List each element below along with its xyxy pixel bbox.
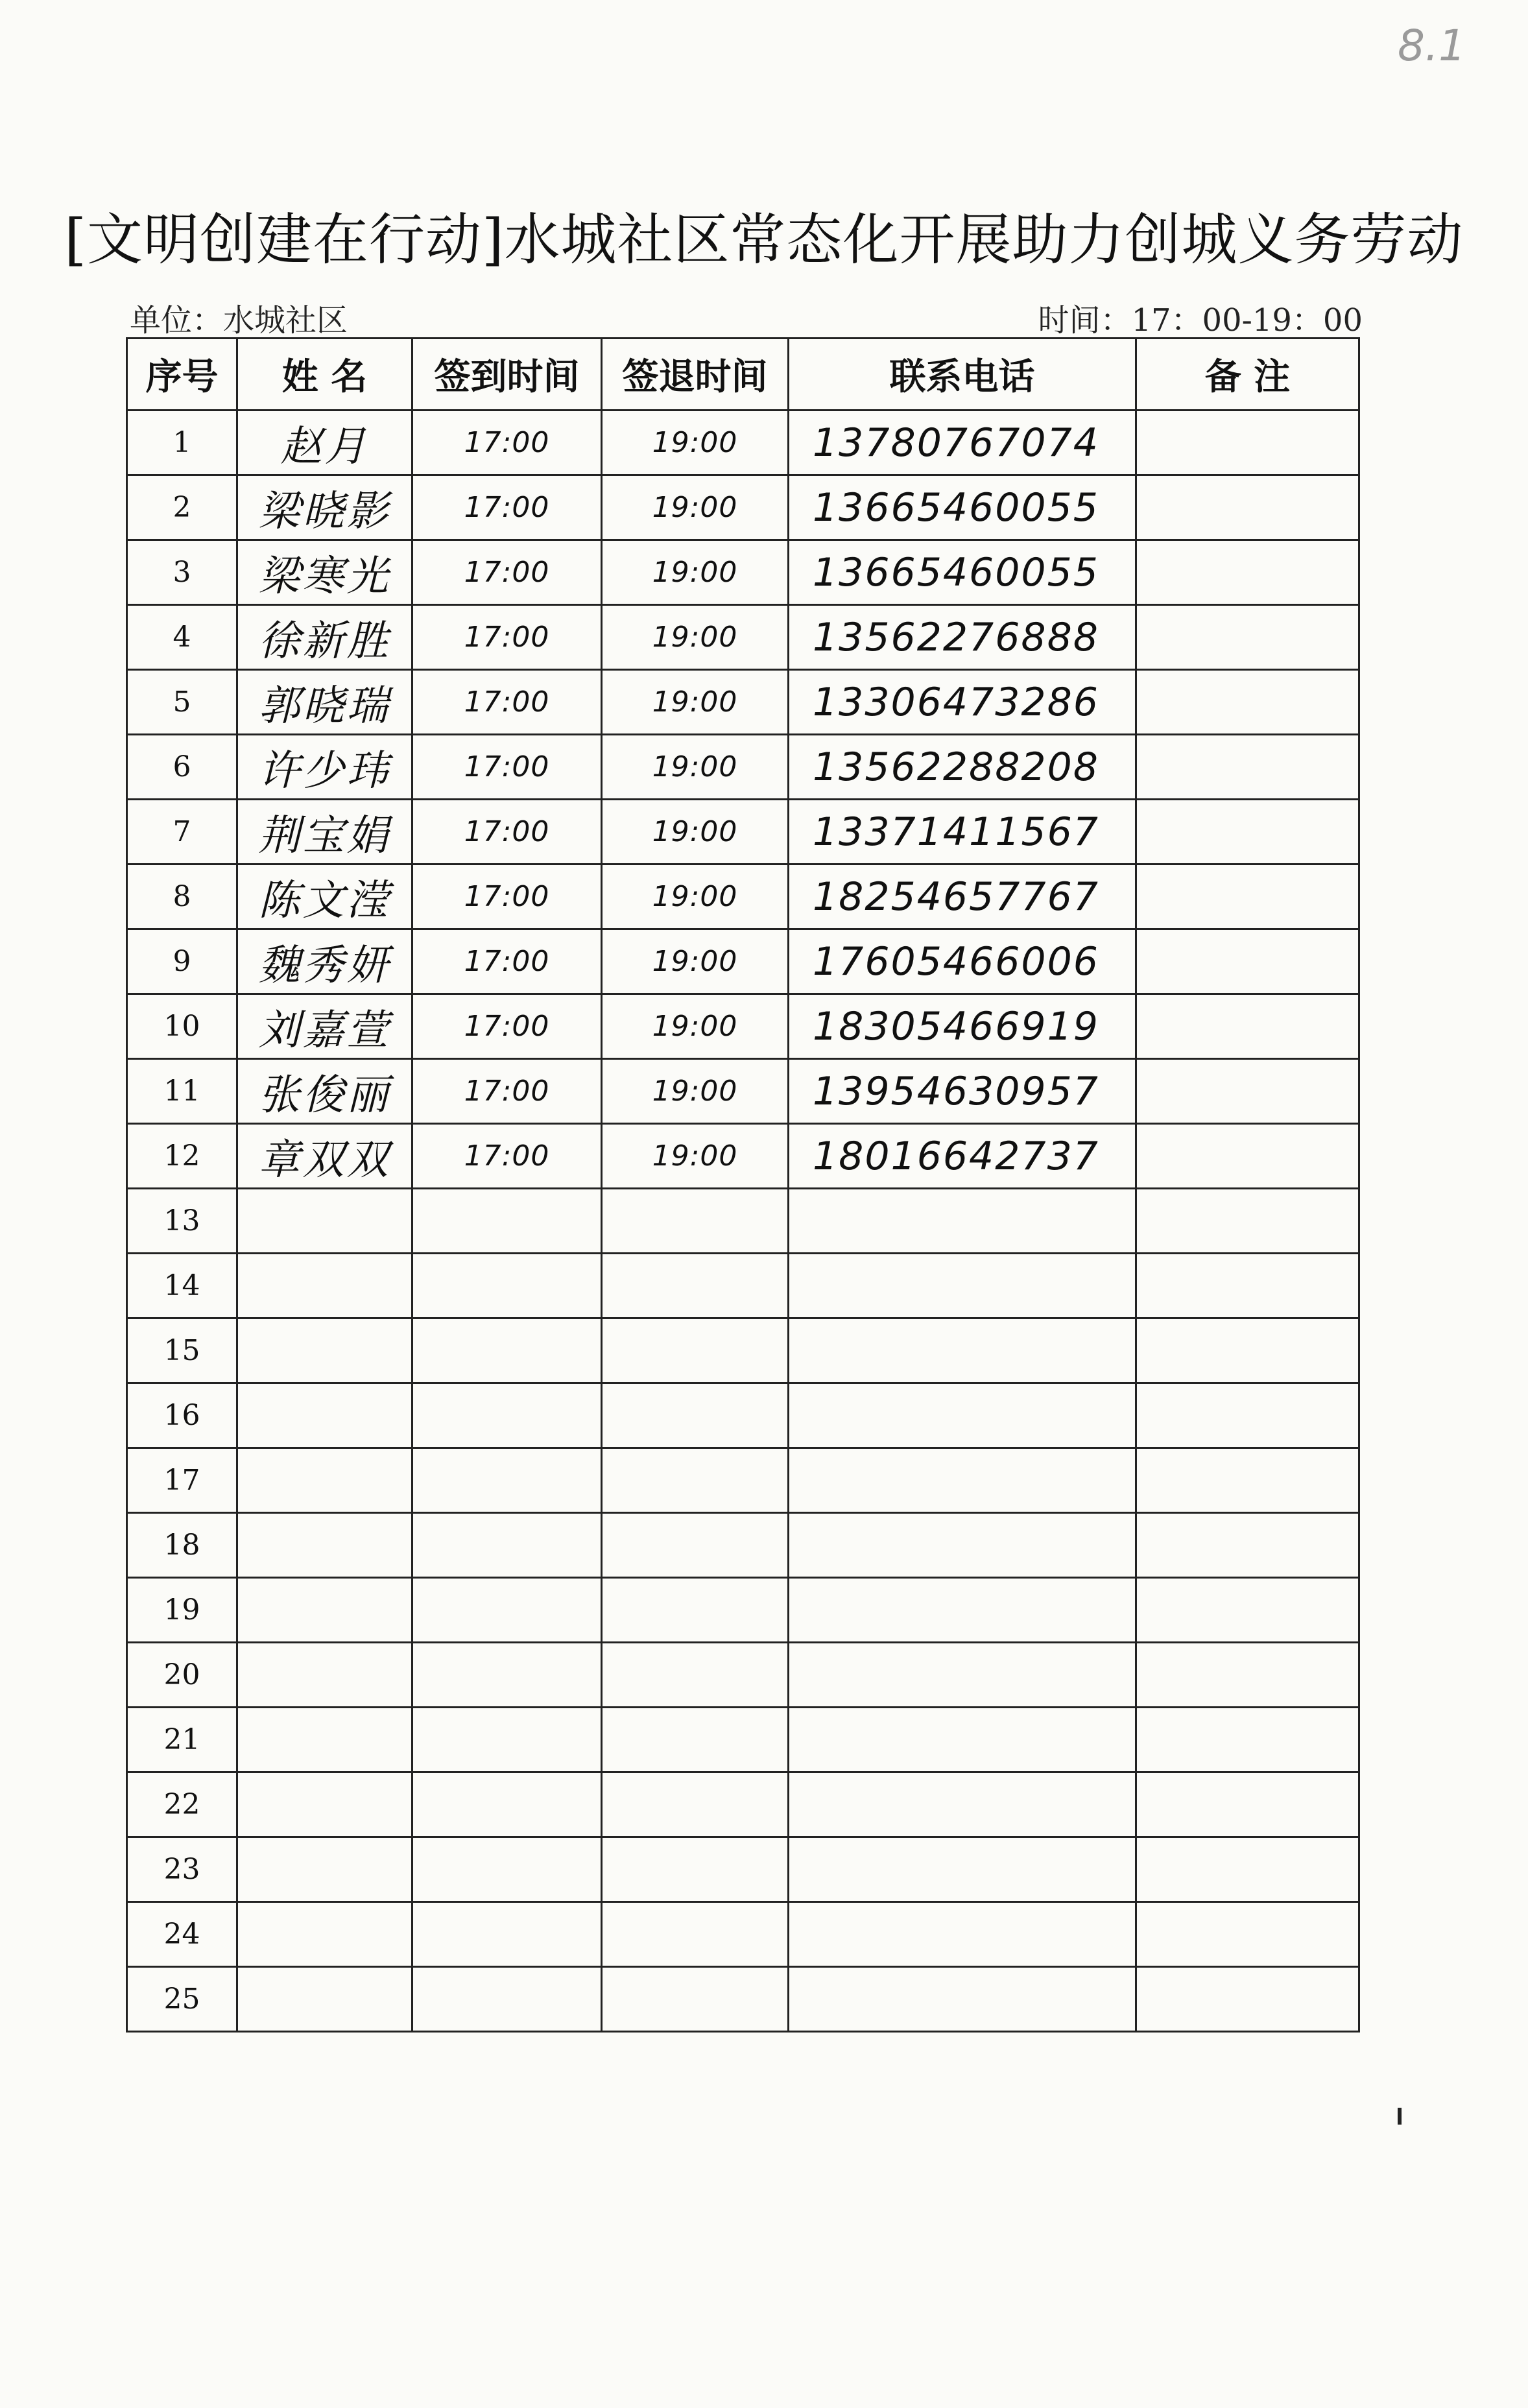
phone-number: 13562276888 (789, 605, 1136, 670)
note-cell (1136, 929, 1359, 994)
phone-number (789, 1513, 1136, 1578)
sign-out-time (602, 1967, 789, 2032)
volunteer-name: 章双双 (237, 1124, 412, 1189)
row-index: 8 (127, 864, 237, 929)
table-row (127, 1059, 1359, 1124)
note-cell (1136, 670, 1359, 735)
sign-in-time: 17:00 (412, 411, 602, 475)
note-cell (1136, 994, 1359, 1059)
note-cell (1136, 1254, 1359, 1318)
volunteer-name: 陈文滢 (237, 864, 412, 929)
sign-in-time (412, 1708, 602, 1772)
table-row (127, 1902, 1359, 1967)
table-row (127, 1643, 1359, 1708)
sign-in-time (412, 1513, 602, 1578)
row-index: 1 (127, 411, 237, 475)
sign-out-time (602, 1902, 789, 1967)
row-index: 3 (127, 540, 237, 605)
phone-number (789, 1708, 1136, 1772)
note-cell (1136, 1513, 1359, 1578)
sign-in-time (412, 1837, 602, 1902)
row-index: 18 (127, 1513, 237, 1578)
table-row (127, 670, 1359, 735)
sign-in-time: 17:00 (412, 800, 602, 864)
sign-in-time: 17:00 (412, 540, 602, 605)
phone-number: 18016642737 (789, 1124, 1136, 1189)
note-cell (1136, 411, 1359, 475)
note-cell (1136, 1383, 1359, 1448)
table-body (127, 411, 1359, 2032)
phone-number (789, 1189, 1136, 1254)
table-row (127, 800, 1359, 864)
sign-out-time (602, 1189, 789, 1254)
sign-in-time (412, 1318, 602, 1383)
sign-in-time: 17:00 (412, 735, 602, 800)
volunteer-name: 梁晓影 (237, 475, 412, 540)
volunteer-name: 梁寒光 (237, 540, 412, 605)
row-index: 23 (127, 1837, 237, 1902)
sign-in-time (412, 1902, 602, 1967)
row-index: 13 (127, 1189, 237, 1254)
phone-number: 18254657767 (789, 864, 1136, 929)
volunteer-name (237, 1318, 412, 1383)
note-cell (1136, 475, 1359, 540)
table-row (127, 929, 1359, 994)
table-header-row (127, 339, 1359, 411)
volunteer-name: 魏秀妍 (237, 929, 412, 994)
sign-out-time: 19:00 (602, 605, 789, 670)
note-cell (1136, 605, 1359, 670)
sign-in-time (412, 1448, 602, 1513)
table-row (127, 1513, 1359, 1578)
table-row (127, 1124, 1359, 1189)
table-row (127, 1837, 1359, 1902)
volunteer-name: 徐新胜 (237, 605, 412, 670)
volunteer-name (237, 1189, 412, 1254)
table-row (127, 1708, 1359, 1772)
note-cell (1136, 1772, 1359, 1837)
phone-number: 13562288208 (789, 735, 1136, 800)
sign-in-time (412, 1643, 602, 1708)
row-index: 21 (127, 1708, 237, 1772)
sign-in-time: 17:00 (412, 605, 602, 670)
phone-number (789, 1318, 1136, 1383)
row-index: 15 (127, 1318, 237, 1383)
sign-out-time (602, 1837, 789, 1902)
table-row (127, 735, 1359, 800)
row-index: 12 (127, 1124, 237, 1189)
phone-number: 13665460055 (789, 475, 1136, 540)
row-index: 14 (127, 1254, 237, 1318)
sign-out-time: 19:00 (602, 475, 789, 540)
document-title: [文明创建在行动]水城社区常态化开展助力创城义务劳动 (64, 208, 1464, 272)
phone-number: 13954630957 (789, 1059, 1136, 1124)
note-cell (1136, 864, 1359, 929)
phone-number (789, 1383, 1136, 1448)
unit-label: 单位：水城社区 (130, 302, 348, 339)
note-cell (1136, 1837, 1359, 1902)
note-cell (1136, 540, 1359, 605)
row-index: 20 (127, 1643, 237, 1708)
row-index: 4 (127, 605, 237, 670)
header-index: 序号 (127, 339, 237, 411)
note-cell (1136, 1902, 1359, 1967)
table-row (127, 864, 1359, 929)
phone-number: 18305466919 (789, 994, 1136, 1059)
row-index: 5 (127, 670, 237, 735)
note-cell (1136, 1059, 1359, 1124)
phone-number: 13371411567 (789, 800, 1136, 864)
volunteer-name (237, 1643, 412, 1708)
note-cell (1136, 1189, 1359, 1254)
row-index: 17 (127, 1448, 237, 1513)
sign-out-time (602, 1448, 789, 1513)
table-row (127, 1254, 1359, 1318)
sign-out-time (602, 1513, 789, 1578)
phone-number (789, 1967, 1136, 2032)
sign-in-time: 17:00 (412, 670, 602, 735)
row-index: 16 (127, 1383, 237, 1448)
volunteer-name (237, 1383, 412, 1448)
note-cell (1136, 1967, 1359, 2032)
header-sign-out-time: 签退时间 (602, 339, 789, 411)
row-index: 19 (127, 1578, 237, 1643)
note-cell (1136, 1578, 1359, 1643)
sign-in-time: 17:00 (412, 864, 602, 929)
sign-in-time (412, 1254, 602, 1318)
sign-out-time: 19:00 (602, 411, 789, 475)
volunteer-name (237, 1967, 412, 2032)
time-label: 时间：17：00-19：00 (1038, 302, 1363, 339)
volunteer-name (237, 1578, 412, 1643)
phone-number: 13665460055 (789, 540, 1136, 605)
volunteer-name (237, 1837, 412, 1902)
volunteer-name (237, 1708, 412, 1772)
row-index: 11 (127, 1059, 237, 1124)
phone-number (789, 1578, 1136, 1643)
phone-number (789, 1254, 1136, 1318)
table-row (127, 1578, 1359, 1643)
sign-in-time: 17:00 (412, 475, 602, 540)
sign-out-time (602, 1643, 789, 1708)
phone-number: 13780767074 (789, 411, 1136, 475)
sign-out-time (602, 1578, 789, 1643)
sign-in-table (126, 337, 1360, 2032)
sign-out-time: 19:00 (602, 670, 789, 735)
phone-number (789, 1448, 1136, 1513)
sign-out-time: 19:00 (602, 994, 789, 1059)
volunteer-name: 赵月 (237, 411, 412, 475)
header-sign-in-time: 签到时间 (412, 339, 602, 411)
volunteer-name (237, 1772, 412, 1837)
sign-in-time (412, 1578, 602, 1643)
phone-number: 13306473286 (789, 670, 1136, 735)
row-index: 9 (127, 929, 237, 994)
volunteer-name: 许少玮 (237, 735, 412, 800)
volunteer-name (237, 1902, 412, 1967)
row-index: 2 (127, 475, 237, 540)
sign-in-time: 17:00 (412, 929, 602, 994)
table-row (127, 411, 1359, 475)
header-phone: 联系电话 (789, 339, 1136, 411)
note-cell (1136, 1318, 1359, 1383)
table-row (127, 1318, 1359, 1383)
row-index: 22 (127, 1772, 237, 1837)
row-index: 6 (127, 735, 237, 800)
margin-mark (1398, 2108, 1402, 2125)
table-row (127, 1448, 1359, 1513)
sign-out-time (602, 1254, 789, 1318)
volunteer-name: 刘嘉萱 (237, 994, 412, 1059)
sign-out-time: 19:00 (602, 929, 789, 994)
phone-number: 17605466006 (789, 929, 1136, 994)
sign-in-time: 17:00 (412, 1059, 602, 1124)
phone-number (789, 1902, 1136, 1967)
note-cell (1136, 1124, 1359, 1189)
header-notes: 备 注 (1136, 339, 1359, 411)
volunteer-name: 张俊丽 (237, 1059, 412, 1124)
sign-out-time (602, 1383, 789, 1448)
sign-in-time: 17:00 (412, 1124, 602, 1189)
table-row (127, 1967, 1359, 2032)
phone-number (789, 1772, 1136, 1837)
table-row (127, 994, 1359, 1059)
sign-in-time (412, 1967, 602, 2032)
sign-in-time (412, 1772, 602, 1837)
volunteer-name (237, 1513, 412, 1578)
sign-out-time: 19:00 (602, 735, 789, 800)
row-index: 10 (127, 994, 237, 1059)
sign-out-time (602, 1708, 789, 1772)
row-index: 24 (127, 1902, 237, 1967)
row-index: 25 (127, 1967, 237, 2032)
phone-number (789, 1837, 1136, 1902)
note-cell (1136, 1643, 1359, 1708)
sign-out-time: 19:00 (602, 540, 789, 605)
volunteer-name (237, 1254, 412, 1318)
sign-in-time: 17:00 (412, 994, 602, 1059)
note-cell (1136, 735, 1359, 800)
note-cell (1136, 1708, 1359, 1772)
header-name: 姓 名 (237, 339, 412, 411)
volunteer-name: 郭晓瑞 (237, 670, 412, 735)
table-row (127, 475, 1359, 540)
table-row (127, 540, 1359, 605)
sign-out-time: 19:00 (602, 1059, 789, 1124)
phone-number (789, 1643, 1136, 1708)
table-row (127, 605, 1359, 670)
volunteer-name: 荆宝娟 (237, 800, 412, 864)
note-cell (1136, 1448, 1359, 1513)
row-index: 7 (127, 800, 237, 864)
sign-out-time (602, 1318, 789, 1383)
sign-in-time (412, 1383, 602, 1448)
sign-out-time: 19:00 (602, 1124, 789, 1189)
sign-out-time: 19:00 (602, 800, 789, 864)
volunteer-name (237, 1448, 412, 1513)
sign-out-time (602, 1772, 789, 1837)
table-row (127, 1772, 1359, 1837)
sign-out-time: 19:00 (602, 864, 789, 929)
table-row (127, 1383, 1359, 1448)
handwritten-corner-mark: 8.1 (1398, 21, 1466, 71)
sign-in-time (412, 1189, 602, 1254)
note-cell (1136, 800, 1359, 864)
table-row (127, 1189, 1359, 1254)
